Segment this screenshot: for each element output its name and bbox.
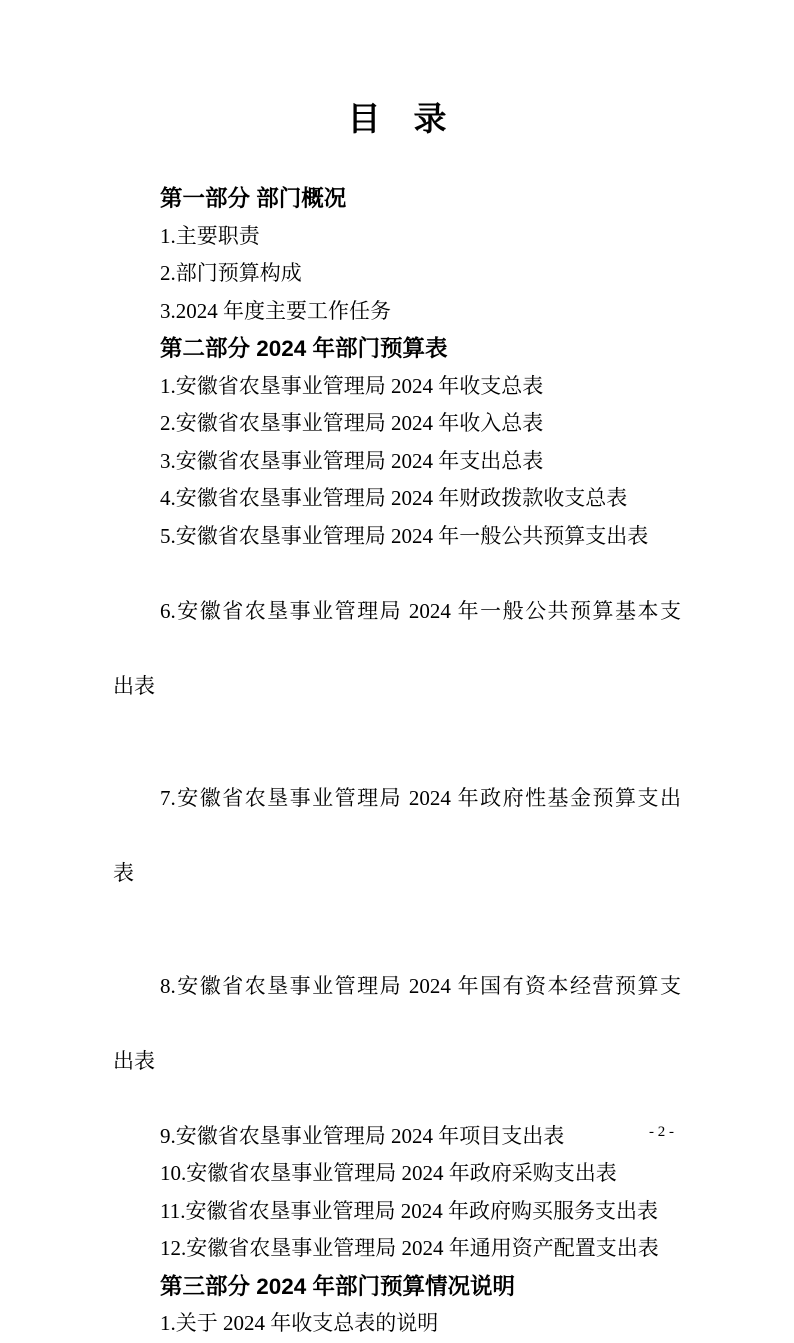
toc-item-line: 出表 xyxy=(113,1048,155,1073)
toc-item: 3.2024 年度主要工作任务 xyxy=(160,298,391,323)
toc-item-line: 出表 xyxy=(113,673,155,698)
toc-item: 2.部门预算构成 xyxy=(160,261,302,285)
toc-item: 4.安徽省农垦事业管理局 2024 年财政拨款收支总表 xyxy=(160,486,628,510)
toc-item-line: 7.安徽省农垦事业管理局 2024 年政府性基金预算支出 xyxy=(160,786,681,810)
page-number: - 2 - xyxy=(649,1124,674,1140)
toc-item: 10.安徽省农垦事业管理局 2024 年政府采购支出表 xyxy=(160,1161,617,1185)
toc-item xyxy=(113,555,681,743)
toc-item: 11.安徽省农垦事业管理局 2024 年政府购买服务支出表 xyxy=(160,1198,658,1223)
toc-item: 2.安徽省农垦事业管理局 2024 年收入总表 xyxy=(160,411,544,435)
toc-item: 9.安徽省农垦事业管理局 2024 年项目支出表 xyxy=(160,1123,565,1148)
toc-item xyxy=(113,930,681,1118)
toc-item: 5.安徽省农垦事业管理局 2024 年一般公共预算支出表 xyxy=(160,523,649,548)
toc-item-line: 表 xyxy=(113,861,134,885)
toc-item: 1.关于 2024 年收支总表的说明 xyxy=(160,1311,439,1335)
toc-item-line: 6.安徽省农垦事业管理局 2024 年一般公共预算基本支 xyxy=(160,598,681,623)
toc-item-line: 8.安徽省农垦事业管理局 2024 年国有资本经营预算支 xyxy=(160,973,681,998)
toc-item: 12.安徽省农垦事业管理局 2024 年通用资产配置支出表 xyxy=(160,1236,659,1260)
toc-item: 3.安徽省农垦事业管理局 2024 年支出总表 xyxy=(160,448,544,473)
table-of-contents xyxy=(113,180,681,1343)
page-title: 目 录 xyxy=(347,100,447,137)
toc-item: 1.安徽省农垦事业管理局 2024 年收支总表 xyxy=(160,373,544,398)
section-heading-part3: 第三部分 2024 年部门预算情况说明 xyxy=(160,1273,516,1299)
toc-item xyxy=(113,743,681,931)
document-page xyxy=(0,96,794,1335)
section-heading-part1: 第一部分 部门概况 xyxy=(160,186,347,211)
toc-item: 1.主要职责 xyxy=(160,223,260,248)
section-heading-part2: 第二部分 2024 年部门预算表 xyxy=(160,336,448,361)
